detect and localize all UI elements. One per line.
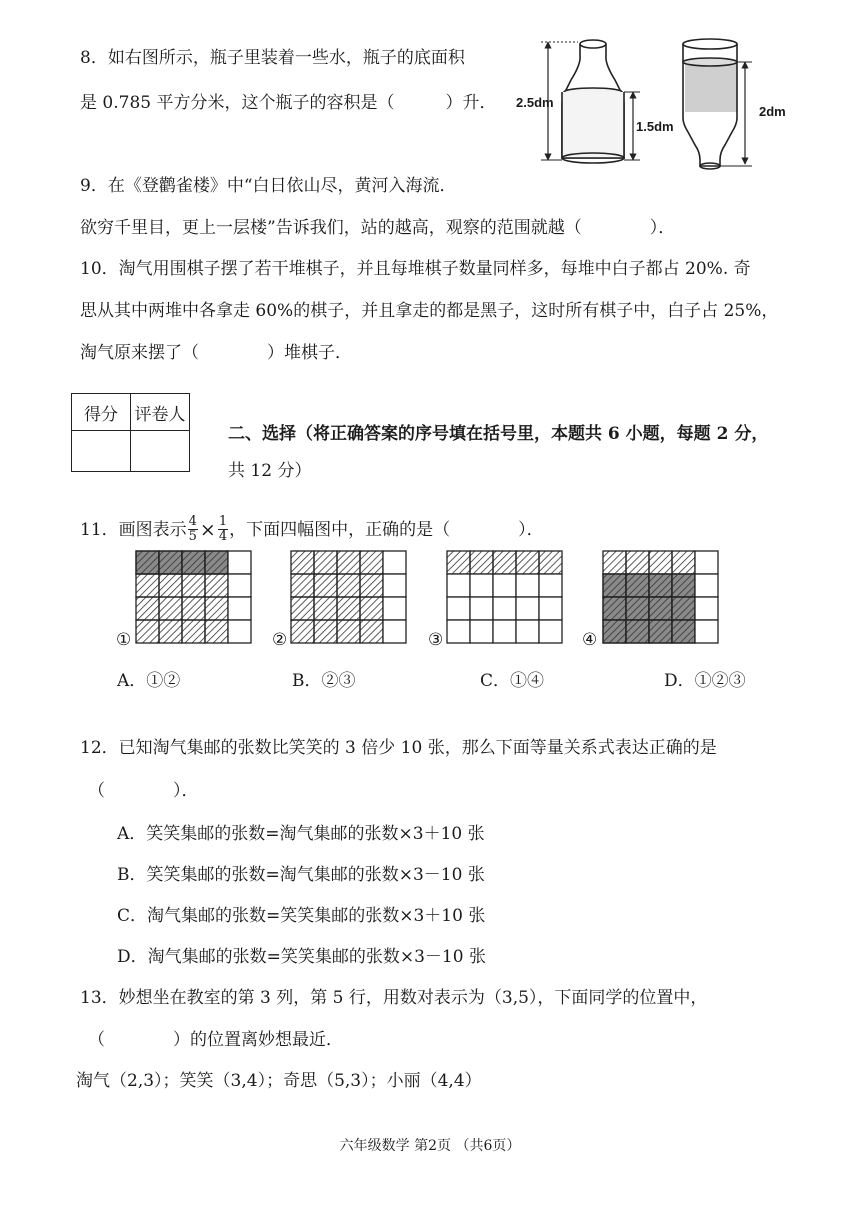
grid-cell-overlay — [603, 620, 626, 643]
page-footer: 六年级数学 第2页 （共6页） — [339, 1138, 521, 1154]
grid-cell — [447, 597, 470, 620]
grid-4 — [603, 551, 718, 643]
grid-cell — [136, 620, 159, 643]
grid-cell — [159, 597, 182, 620]
grid-cell — [228, 574, 251, 597]
grid-cell — [205, 597, 228, 620]
question-13-line-1: 13．妙想坐在教室的第 3 列，第 5 行，用数对表示为（3,5），下面同学的位置中， — [80, 988, 708, 1008]
grid-cell — [182, 620, 205, 643]
total-height-label: 2.5dm — [516, 95, 554, 110]
score-cell — [72, 431, 131, 472]
question-11-prefix: 11．画图表示 — [80, 519, 187, 540]
grader-header: 评卷人 — [131, 394, 190, 431]
grid-cell — [447, 574, 470, 597]
question-11-suffix: ，下面四幅图中，正确的是（ ）． — [229, 519, 544, 540]
grid-cell — [291, 597, 314, 620]
figure-label-1: ① — [116, 630, 132, 650]
grid-cell — [159, 620, 182, 643]
q12-option-b: B．笑笑集邮的张数=淘气集邮的张数×3－10 张 — [117, 865, 485, 885]
fraction-grids — [136, 551, 718, 643]
grid-cell — [447, 551, 470, 574]
grid-cell — [291, 574, 314, 597]
grid-cell — [539, 574, 562, 597]
grid-cell — [383, 597, 406, 620]
fraction-four-fifths: $\frac{4}{5}$ — [188, 514, 197, 544]
grid-cell — [159, 574, 182, 597]
grid-cell — [314, 597, 337, 620]
grid-cell — [182, 574, 205, 597]
grid-cell — [672, 551, 695, 574]
question-11 — [80, 515, 544, 544]
grid-cell — [383, 574, 406, 597]
grid-cell — [470, 551, 493, 574]
grid-cell — [470, 620, 493, 643]
grid-cell — [539, 597, 562, 620]
grid-3 — [447, 551, 562, 643]
grid-cell — [695, 620, 718, 643]
grid-cell-overlay — [626, 597, 649, 620]
grid-cell-overlay — [672, 574, 695, 597]
grid-cell — [291, 551, 314, 574]
option-a: A．①② — [117, 671, 181, 691]
grid-cell-overlay — [136, 551, 159, 574]
grid-cell — [360, 574, 383, 597]
grid-cell — [228, 597, 251, 620]
grid-cell — [539, 551, 562, 574]
fraction-one-quarter: $\frac{1}{4}$ — [218, 514, 228, 544]
grid-cell — [360, 620, 383, 643]
grid-cell — [649, 551, 672, 574]
grid-cell — [337, 620, 360, 643]
times-sign: × — [199, 518, 216, 541]
grid-cell — [205, 574, 228, 597]
upright-bottle — [562, 40, 624, 163]
question-12-line-2: （ ）． — [88, 781, 199, 801]
question-10-line-2: 思从其中两堆中各拿走 60%的棋子，并且拿走的都是黑子，这时所有棋子中，白子占 25%， — [80, 301, 779, 321]
question-13-line-2: （ ）的位置离妙想最近． — [88, 1030, 343, 1050]
section-2-heading: 二、选择（将正确答案的序号填在括号里，本题共 6 小题，每题 2 分， — [228, 424, 769, 444]
q12-option-a: A．笑笑集邮的张数=淘气集邮的张数×3＋10 张 — [117, 824, 485, 844]
grid-cell — [493, 551, 516, 574]
grid-cell — [228, 620, 251, 643]
grid-cell — [516, 597, 539, 620]
grid-cell-overlay — [672, 620, 695, 643]
grid-cell — [695, 574, 718, 597]
score-box — [71, 393, 190, 472]
grid-cell — [539, 620, 562, 643]
question-12-line-1: 12．已知淘气集邮的张数比笑笑的 3 倍少 10 张，那么下面等量关系式表达正确的是 — [80, 738, 717, 758]
grid-cell-overlay — [649, 620, 672, 643]
grid-1 — [136, 551, 251, 643]
grid-cell — [470, 574, 493, 597]
grid-cell-overlay — [649, 574, 672, 597]
grid-cell — [493, 574, 516, 597]
grid-cell-overlay — [603, 574, 626, 597]
figure-label-2: ② — [272, 630, 288, 650]
grid-cell-overlay — [603, 597, 626, 620]
grid-cell-overlay — [626, 574, 649, 597]
grid-cell — [136, 574, 159, 597]
grid-cell — [603, 551, 626, 574]
grid-cell — [205, 620, 228, 643]
grid-cell — [493, 597, 516, 620]
grader-cell — [131, 431, 190, 472]
grid-cell — [383, 620, 406, 643]
grid-cell — [470, 597, 493, 620]
grid-cell — [337, 597, 360, 620]
question-9-line-1: 9．在《登鹳雀楼》中“白日依山尽，黄河入海流． — [80, 176, 457, 196]
option-d: D．①②③ — [664, 671, 746, 691]
grid-cell-overlay — [205, 551, 228, 574]
grid-cell — [314, 551, 337, 574]
score-header: 得分 — [72, 394, 131, 431]
grid-cell — [695, 597, 718, 620]
grid-cell — [360, 597, 383, 620]
question-10-line-3: 淘气原来摆了（ ）堆棋子． — [80, 343, 352, 363]
grid-cell-overlay — [182, 551, 205, 574]
inverted-height-label: 2dm — [759, 104, 786, 119]
grid-cell-overlay — [649, 597, 672, 620]
grid-cell — [337, 574, 360, 597]
figure-label-3: ③ — [428, 630, 444, 650]
question-8-line-1: 8．如右图所示，瓶子里装着一些水，瓶子的底面积 — [80, 48, 465, 68]
grid-cell-overlay — [626, 620, 649, 643]
grid-cell — [360, 551, 383, 574]
grid-cell — [516, 574, 539, 597]
grid-cell — [516, 620, 539, 643]
option-b: B．②③ — [292, 671, 356, 691]
grid-cell — [291, 620, 314, 643]
question-9-line-2: 欲穷千里目，更上一层楼”告诉我们，站的越高，观察的范围就越（ ）． — [80, 218, 676, 238]
grid-cell — [136, 597, 159, 620]
section-2-heading-line-2: 共 12 分） — [228, 461, 312, 481]
question-13-line-3: 淘气（2,3）；笑笑（3,4）；奇思（5,3）；小丽（4,4） — [76, 1071, 482, 1091]
grid-cell — [447, 620, 470, 643]
question-8-line-2: 是 0.785 平方分米，这个瓶子的容积是（ ）升． — [80, 93, 497, 113]
grid-2 — [291, 551, 406, 643]
grid-cell — [695, 551, 718, 574]
grid-cell — [228, 551, 251, 574]
grid-cell — [493, 620, 516, 643]
option-c: C．①④ — [480, 671, 545, 691]
grid-cell — [383, 551, 406, 574]
inverted-bottle — [683, 39, 737, 169]
grid-cell-overlay — [159, 551, 182, 574]
grid-cell — [182, 597, 205, 620]
grid-cell — [626, 551, 649, 574]
water-height-label: 1.5dm — [636, 119, 674, 134]
grid-cell — [337, 551, 360, 574]
grid-cell-overlay — [672, 597, 695, 620]
grid-cell — [314, 620, 337, 643]
q12-option-d: D．淘气集邮的张数=笑笑集邮的张数×3－10 张 — [117, 947, 486, 967]
q12-option-c: C．淘气集邮的张数=笑笑集邮的张数×3＋10 张 — [117, 906, 486, 926]
question-10-line-1: 10．淘气用围棋子摆了若干堆棋子，并且每堆棋子数量同样多，每堆中白子都占 20%. 奇 — [80, 259, 751, 279]
grid-cell — [516, 551, 539, 574]
figure-label-4: ④ — [582, 630, 598, 650]
grid-cell — [314, 574, 337, 597]
